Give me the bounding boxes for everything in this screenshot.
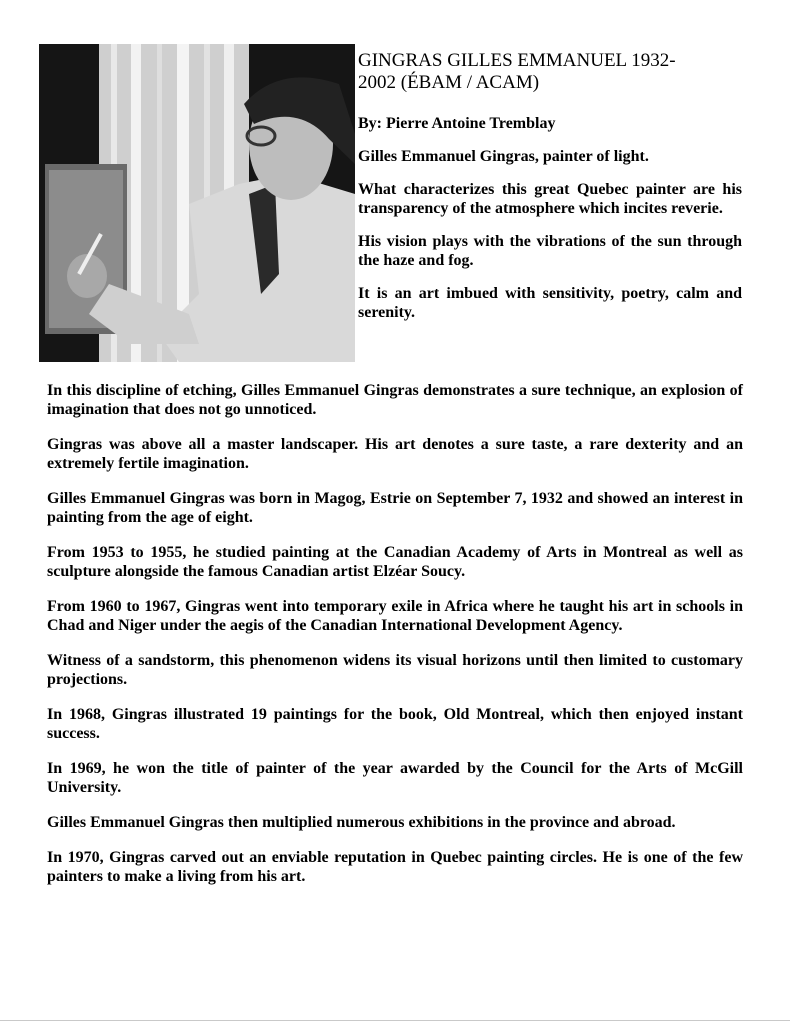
- page-bottom-divider: [0, 1020, 790, 1021]
- body-paragraph: Gilles Emmanuel Gingras then multiplied numerous exhibitions in the province and abroad.: [47, 814, 676, 831]
- intro-paragraph: It is an art imbued with sensitivity, poetry, calm and serenity.: [358, 285, 742, 321]
- body-paragraph: Witness of a sandstorm, this phenomenon widens its visual horizons until then limited to customary projections.: [47, 652, 743, 688]
- body-paragraph: In this discipline of etching, Gilles Emmanuel Gingras demonstrates a sure technique, an explosion of imagination that does not go unnoticed.: [47, 382, 743, 418]
- body-paragraph: In 1969, he won the title of painter of the year awarded by the Council for the Arts of McGill University.: [47, 760, 743, 796]
- body-paragraph: Gingras was above all a master landscaper. His art denotes a sure taste, a rare dexterity and an extremely fertile imagination.: [47, 436, 743, 472]
- portrait-photo: [39, 44, 355, 362]
- body-paragraph: From 1953 to 1955, he studied painting at the Canadian Academy of Arts in Montreal as well as sculpture alongside the famous Canadian artist Elzéar Soucy.: [47, 544, 743, 580]
- body-paragraph: In 1968, Gingras illustrated 19 paintings for the book, Old Montreal, which then enjoyed instant success.: [47, 706, 743, 742]
- intro-paragraph: His vision plays with the vibrations of the sun through the haze and fog.: [358, 233, 742, 269]
- article-body: [47, 381, 743, 902]
- body-paragraph: In 1970, Gingras carved out an enviable reputation in Quebec painting circles. He is one of the few painters to make a living from his art.: [47, 849, 743, 885]
- painter-portrait-illustration: [39, 44, 355, 362]
- body-paragraph: Gilles Emmanuel Gingras was born in Magog, Estrie on September 7, 1932 and showed an interest in painting from the age of eight.: [47, 490, 743, 526]
- body-paragraph: From 1960 to 1967, Gingras went into temporary exile in Africa where he taught his art in schools in Chad and Niger under the aegis of the Canadian International Development Agency.: [47, 598, 743, 634]
- byline: By: Pierre Antoine Tremblay: [358, 115, 556, 132]
- title-line-1: GINGRAS GILLES EMMANUEL 1932-: [358, 50, 676, 71]
- intro-column: [358, 114, 742, 336]
- title-line-2: 2002 (ÉBAM / ACAM): [358, 72, 540, 93]
- article-title: [358, 50, 758, 94]
- intro-paragraph: Gilles Emmanuel Gingras, painter of light.: [358, 148, 649, 165]
- intro-paragraph: What characterizes this great Quebec painter are his transparency of the atmosphere which incites reverie.: [358, 181, 742, 217]
